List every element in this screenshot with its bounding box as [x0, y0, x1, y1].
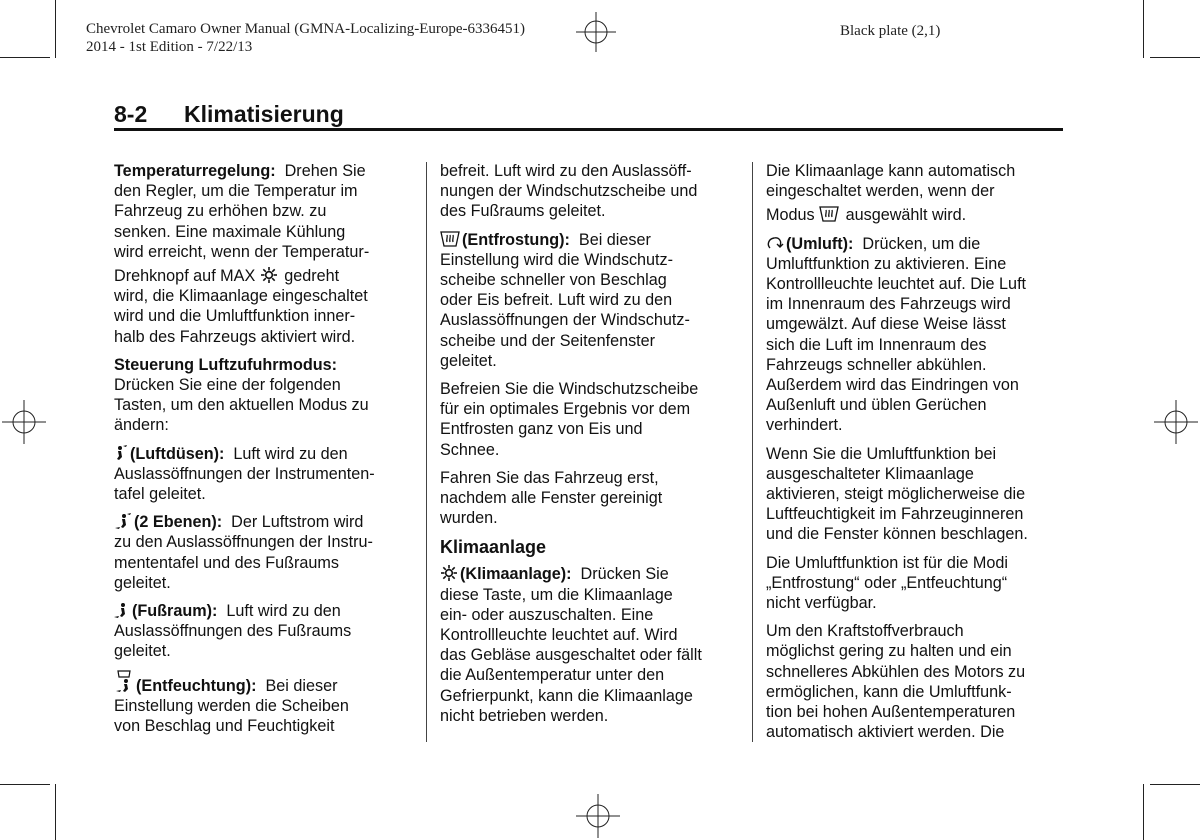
term-label: (Entfrostung):: [462, 230, 570, 249]
text-line: aktivieren, steigt möglicherweise die: [766, 485, 1026, 504]
paragraph-drive-after-clean: [440, 468, 745, 529]
section-title: Klimatisierung: [184, 101, 344, 127]
text-line: Befreien Sie die Windschutzscheibe: [440, 380, 699, 399]
term-label: (2 Ebenen):: [134, 513, 223, 532]
text-line: Gefrierpunkt, kann die Klimaanlage: [440, 686, 693, 705]
text-line: Drücken Sie: [580, 565, 669, 584]
print-header-plate: Black plate (2,1): [840, 23, 941, 39]
text-line: Außenluft und üblen Gerüchen: [766, 396, 987, 415]
text-line: nicht betrieben werden.: [440, 706, 609, 725]
text-line: senken. Eine maximale Kühlung: [114, 222, 346, 241]
text-line: Drehknopf auf MAX: [114, 267, 256, 286]
section-heading: [114, 100, 344, 128]
text-line: schnelleres Abkühlen des Motors zu: [766, 662, 1026, 681]
crop-mark-bottom-right-v: [1143, 784, 1144, 840]
text-line: Drücken Sie eine der folgenden: [114, 376, 341, 395]
crop-mark-bottom-left-v: [55, 784, 56, 840]
text-line: Einstellung wird die Windschutz-: [440, 250, 674, 269]
text-line: Fahrzeug zu erhöhen bzw. zu: [114, 202, 327, 221]
text-line: die Außentemperatur unter den: [440, 666, 665, 685]
text-line: Der Luftstrom wird: [231, 513, 364, 532]
text-line: wird, die Klimaanlage eingeschaltet: [114, 287, 368, 306]
text-line: Auslassöffnungen der Windschutz-: [440, 311, 690, 330]
registration-mark-right-icon: [1154, 400, 1198, 444]
windshield-defrost-icon: [819, 205, 839, 223]
text-line: nungen der Windschutzscheibe und: [440, 182, 698, 201]
paragraph-clear-ice: [440, 379, 745, 460]
paragraph-defrost-mode: [440, 230, 745, 371]
text-line: möglichst gering zu halten und ein: [766, 642, 1012, 661]
text-line: Bei dieser: [265, 676, 338, 695]
text-line: verhindert.: [766, 416, 843, 435]
crop-mark-top-right-h: [1150, 57, 1200, 58]
crop-mark-top-left-h: [0, 57, 50, 58]
text-line: ermöglichen, kann die Umluftfunk-: [766, 682, 1012, 701]
heading-rule: [114, 128, 1063, 131]
windshield-defrost-icon: [440, 230, 460, 248]
paragraph-floor-mode: [114, 601, 414, 662]
text-line: Außerdem wird das Eindringen von: [766, 376, 1019, 395]
paragraph-defog-continued: [440, 161, 745, 222]
paragraph-recirculation: [766, 234, 1066, 436]
section-number: 8-2: [114, 101, 148, 127]
crop-mark-top-left-v: [55, 0, 56, 58]
text-line: sich die Luft im Innenraum des: [766, 335, 987, 354]
text-line: Luft wird zu den: [233, 444, 348, 463]
text-line: Tasten, um den aktuellen Modus zu: [114, 396, 369, 415]
bilevel-mode-icon: [114, 512, 132, 530]
text-line: scheibe und der Seitenfenster: [440, 331, 656, 350]
registration-mark-left-icon: [2, 400, 46, 444]
term-label: (Umluft):: [786, 234, 854, 253]
text-line: wird erreicht, wenn der Temperatur-: [114, 242, 370, 261]
text-line: Um den Kraftstoffverbrauch: [766, 622, 964, 641]
paragraph-recirc-humidity: [766, 444, 1066, 545]
paragraph-vent-mode: [114, 444, 414, 505]
text-line: Luft wird zu den: [226, 602, 341, 621]
term-label: (Luftdüsen):: [130, 444, 225, 463]
paragraph-recirc-unavailable: [766, 553, 1066, 614]
text-line: Kontrollleuchte leuchtet auf. Wird: [440, 626, 678, 645]
text-column-1: [114, 161, 414, 744]
column-divider: [426, 162, 427, 742]
text-line: den Regler, um die Temperatur im: [114, 182, 358, 201]
paragraph-temperature: [114, 161, 414, 347]
term-label: (Fußraum):: [132, 602, 218, 621]
text-line: befreit. Luft wird zu den Auslassöff-: [440, 162, 692, 180]
text-line: eingeschaltet werden, wenn der: [766, 182, 995, 201]
floor-mode-icon: [114, 601, 130, 619]
text-line: Drücken, um die: [862, 234, 981, 253]
term-label: Steuerung Luftzufuhrmodus:: [114, 355, 337, 374]
text-line: ausgewählt wird.: [845, 206, 967, 225]
recirculation-icon: [766, 236, 784, 252]
term-label: (Entfeuchtung):: [136, 676, 257, 695]
paragraph-air-delivery: [114, 355, 414, 436]
column-divider: [752, 162, 753, 742]
vent-mode-icon: [114, 444, 128, 462]
text-line: Umluftfunktion zu aktivieren. Eine: [766, 254, 1007, 273]
text-line: für ein optimales Ergebnis vor dem: [440, 400, 691, 419]
text-line: nicht verfügbar.: [766, 594, 877, 613]
print-header-title: Chevrolet Camaro Owner Manual (GMNA-Localizing-Europe-6336451): [86, 21, 526, 37]
text-line: geleitet.: [114, 642, 171, 661]
text-line: mententafel und des Fußraums: [114, 553, 339, 572]
crop-mark-bottom-left-h: [0, 784, 50, 785]
text-line: nachdem alle Fenster gereinigt: [440, 489, 663, 508]
text-column-3: [766, 161, 1066, 750]
snowflake-icon: [260, 266, 278, 284]
print-header-edition: 2014 - 1st Edition - 7/22/13: [86, 39, 253, 55]
text-line: Drehen Sie: [284, 162, 366, 180]
term-label: (Klimaanlage):: [460, 565, 572, 584]
text-line: tafel geleitet.: [114, 485, 206, 504]
text-line: scheibe schneller von Beschlag: [440, 271, 667, 290]
text-line: geleitet.: [440, 351, 497, 370]
text-line: des Fußraums geleitet.: [440, 202, 606, 221]
text-line: umgewälzt. Auf diese Weise lässt: [766, 315, 1006, 334]
text-line: Schnee.: [440, 440, 500, 459]
text-line: Auslassöffnungen des Fußraums: [114, 622, 352, 641]
text-line: automatisch aktiviert werden. Die: [766, 723, 1005, 742]
text-line: „Entfrostung“ oder „Entfeuchtung“: [766, 573, 1008, 592]
text-line: Fahrzeugs schneller abkühlen.: [766, 355, 987, 374]
crop-mark-bottom-right-h: [1150, 784, 1200, 785]
text-line: im Innenraum des Fahrzeugs wird: [766, 295, 1011, 314]
text-line: oder Eis befreit. Luft wird zu den: [440, 291, 673, 310]
text-line: Kontrollleuchte leuchtet auf. Die Luft: [766, 275, 1027, 294]
text-line: halb des Fahrzeugs aktiviert wird.: [114, 327, 356, 346]
registration-mark-bottom-icon: [576, 794, 620, 838]
text-line: Auslassöffnungen der Instrumenten-: [114, 464, 375, 483]
text-line: Einstellung werden die Scheiben: [114, 696, 349, 715]
text-line: zu den Auslassöffnungen der Instru-: [114, 533, 373, 552]
text-column-2: [440, 161, 745, 734]
text-line: tion bei hohen Außentemperaturen: [766, 703, 1016, 722]
text-line: Entfrosten ganz von Eis und: [440, 420, 643, 439]
text-line: ändern:: [114, 416, 169, 435]
text-line: Die Umluftfunktion ist für die Modi: [766, 553, 1009, 572]
text-line: wurden.: [440, 509, 498, 528]
paragraph-ac-button: [440, 564, 745, 726]
defog-mode-icon: [114, 670, 134, 694]
crop-mark-top-right-v: [1143, 0, 1144, 58]
text-line: Fahren Sie das Fahrzeug erst,: [440, 468, 659, 487]
print-header-left: [86, 20, 525, 56]
text-line: geleitet.: [114, 573, 171, 592]
text-line: von Beschlag und Feuchtigkeit: [114, 717, 335, 736]
text-line: diese Taste, um die Klimaanlage: [440, 585, 673, 604]
paragraph-ac-auto: [766, 161, 1066, 226]
paragraph-fuel-economy: [766, 621, 1066, 742]
paragraph-bilevel-mode: [114, 512, 414, 593]
text-line: wird und die Umluftfunktion inner-: [114, 307, 356, 326]
text-line: Bei dieser: [578, 230, 651, 249]
text-line: Die Klimaanlage kann automatisch: [766, 162, 1016, 180]
text-line: ausgeschalteter Klimaanlage: [766, 464, 974, 483]
subheading-air-conditioning: Klimaanlage: [440, 537, 547, 558]
text-line: Wenn Sie die Umluftfunktion bei: [766, 444, 997, 463]
text-line: Luftfeuchtigkeit im Fahrzeuginneren: [766, 505, 1024, 524]
text-line: und die Fenster können beschlagen.: [766, 525, 1028, 544]
snowflake-icon: [440, 564, 458, 582]
text-line: das Gebläse ausgeschaltet oder fällt: [440, 646, 702, 665]
paragraph-defog-mode: [114, 670, 414, 737]
registration-mark-top-icon: [574, 12, 618, 52]
text-line: gedreht: [284, 267, 340, 286]
term-label: Temperaturregelung:: [114, 162, 276, 180]
text-line: ein- oder auszuschalten. Eine: [440, 605, 654, 624]
text-line: Modus: [766, 206, 815, 225]
